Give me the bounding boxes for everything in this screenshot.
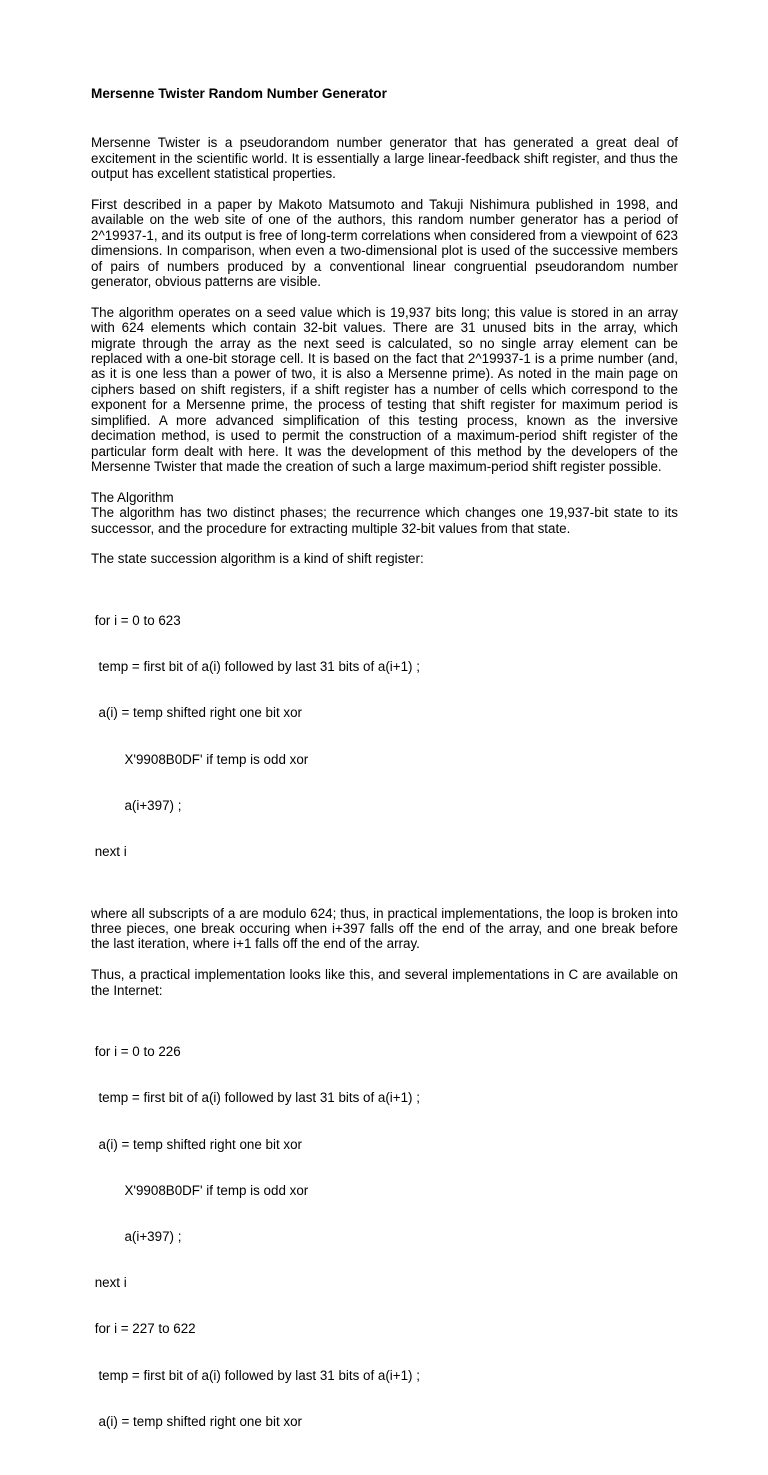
- code-line: a(i+397) ;: [91, 797, 182, 813]
- code-line: a(i) = temp shifted right one bit xor: [91, 1413, 303, 1429]
- code-block-practical: [91, 1013, 678, 1460]
- document-page: [91, 86, 678, 1475]
- paragraph-practical: Thus, a practical implementation looks like this, and several implementations in C are available on the Internet:: [91, 967, 678, 998]
- paragraph-phases: The algorithm has two distinct phases; the recurrence which changes one 19,937-bit state to its successor, and the procedure for extracting multiple 32-bit values from that state.: [91, 505, 678, 536]
- paragraph-seed: The algorithm operates on a seed value which is 19,937 bits long; this value is stored in an array with 624 elements which contain 32-bit values. There are 31 unused bits in the array, which migrate through the array as the next seed is calculated, so no single array element can be replaced with a one-bit storage cell. It is based on the fact that 2^19937-1 is a prime number (and, as it is one less than a power of two, it is also a Mersenne prime). As noted in the main page on ciphers based on shift registers, if a shift register has a number of cells which correspond to the exponent for a Mersenne prime, the process of testing that shift register for maximum period is simplified. A more advanced simplification of this testing process, known as the inversive decimation method, is used to permit the construction of a maximum-period shift register of the particular form dealt with here. It was the development of this method by the developers of the Mersenne Twister that made the creation of such a large maximum-period shift register possible.: [91, 304, 678, 474]
- code-line: for i = 0 to 226: [91, 1044, 181, 1060]
- code-line: for i = 0 to 623: [91, 612, 181, 628]
- paragraph-state-succession: The state succession algorithm is a kind of shift register:: [91, 551, 424, 567]
- document-title: Mersenne Twister Random Number Generator: [91, 86, 387, 101]
- code-line: next i: [91, 1275, 127, 1291]
- code-line: X'9908B0DF' if temp is odd xor: [91, 1182, 309, 1198]
- code-line: a(i) = temp shifted right one bit xor: [91, 705, 303, 721]
- code-line: next i: [91, 843, 127, 859]
- paragraph-modulo: where all subscripts of a are modulo 624; thus, in practical implementations, the loop is broken into three pieces, one break occuring when i+397 falls off the end of the array, and one break before the last iteration, where i+1 falls off the end of the array.: [91, 905, 678, 952]
- code-line: a(i+397) ;: [91, 1228, 182, 1244]
- code-block-basic: [91, 582, 678, 890]
- code-line: temp = first bit of a(i) followed by last 31 bits of a(i+1) ;: [91, 1367, 420, 1383]
- section-heading-algorithm: The Algorithm: [91, 489, 174, 505]
- code-line: temp = first bit of a(i) followed by last 31 bits of a(i+1) ;: [91, 1090, 420, 1106]
- paragraph-history: First described in a paper by Makoto Matsumoto and Takuji Nishimura published in 1998, and available on the web site of one of the authors, this random number generator has a period of 2^19937-1, and its output is free of long-term correlations when considered from a viewpoint of 623 dimensions. In comparison, when even a two-dimensional plot is used of the successive members of pairs of numbers produced by a conventional linear congruential pseudorandom number generator, obvious patterns are visible.: [91, 197, 678, 290]
- code-line: temp = first bit of a(i) followed by last 31 bits of a(i+1) ;: [91, 659, 420, 675]
- code-line: X'9908B0DF' if temp is odd xor: [91, 751, 309, 767]
- code-line: for i = 227 to 622: [91, 1321, 196, 1337]
- paragraph-intro: Mersenne Twister is a pseudorandom number generator that has generated a great deal of excitement in the scientific world. It is essentially a large linear-feedback shift register, and thus the output has excellent statistical properties.: [91, 135, 678, 182]
- code-line: a(i) = temp shifted right one bit xor: [91, 1136, 303, 1152]
